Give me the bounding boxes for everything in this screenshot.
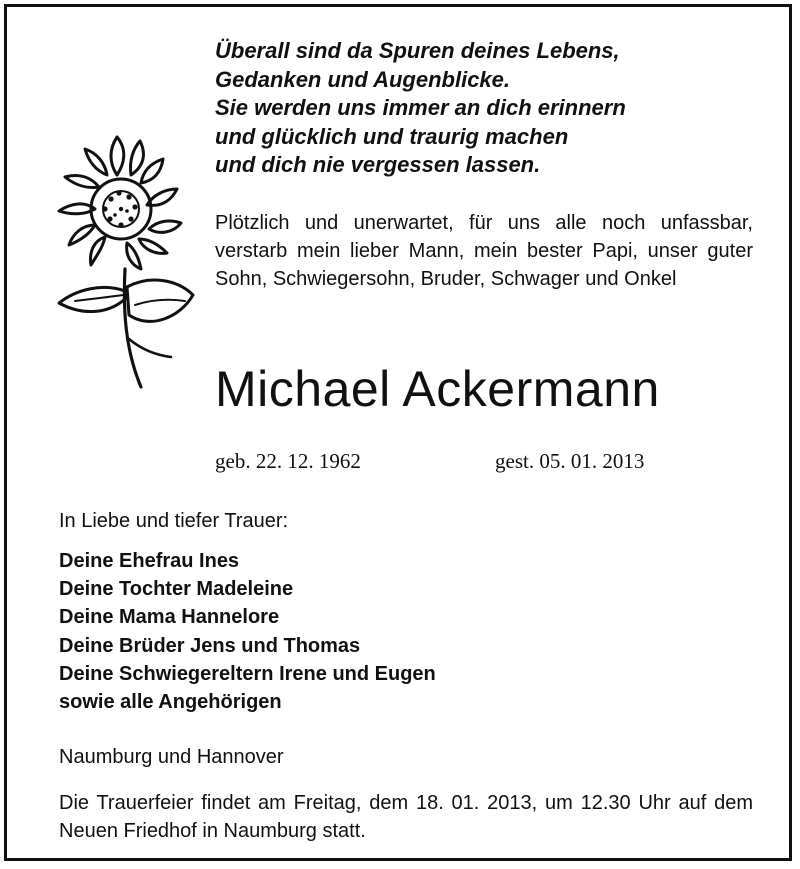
poem-line: und dich nie vergessen lassen.: [215, 152, 541, 177]
mourner: Deine Ehefrau Ines: [59, 550, 240, 572]
poem: [215, 37, 775, 180]
poem-line: Sie werden uns immer an dich erinnern: [215, 95, 626, 120]
place-line: Naumburg und Hannover: [59, 746, 284, 768]
obituary-notice: [4, 4, 792, 861]
mourning-intro: In Liebe und tiefer Trauer:: [59, 510, 289, 532]
mourner: Deine Mama Hannelore: [59, 606, 280, 629]
sunflower-icon: [45, 119, 200, 399]
mourner: Deine Schwiegereltern Irene und Eugen: [59, 662, 436, 685]
funeral-notice: Die Trauerfeier findet am Freitag, dem 18. 01. 2013, um 12.30 Uhr auf dem Neuen Friedhof in Naumburg statt.: [59, 792, 753, 842]
poem-line: Gedanken und Augenblicke.: [215, 66, 511, 92]
mourner: sowie alle Angehörigen: [59, 691, 282, 714]
intro-text: Plötzlich und unerwartet, für uns alle noch unfassbar, verstarb mein lieber Mann, mein bester Papi, unser guter Sohn, Schwiegersohn, Bruder, Schwager und Onkel: [215, 212, 753, 290]
death-date: gest. 05. 01. 2013: [495, 449, 645, 473]
poem-line: Überall sind da Spuren deines Lebens,: [215, 38, 620, 63]
mourner: Deine Tochter Madeleine: [59, 578, 294, 601]
mourner: Deine Brüder Jens und Thomas: [59, 634, 361, 657]
deceased-name: Michael Ackermann: [215, 361, 660, 417]
poem-line: und glücklich und traurig machen: [215, 123, 569, 149]
mourners-list: [59, 547, 436, 716]
birth-date: geb. 22. 12. 1962: [215, 449, 361, 473]
